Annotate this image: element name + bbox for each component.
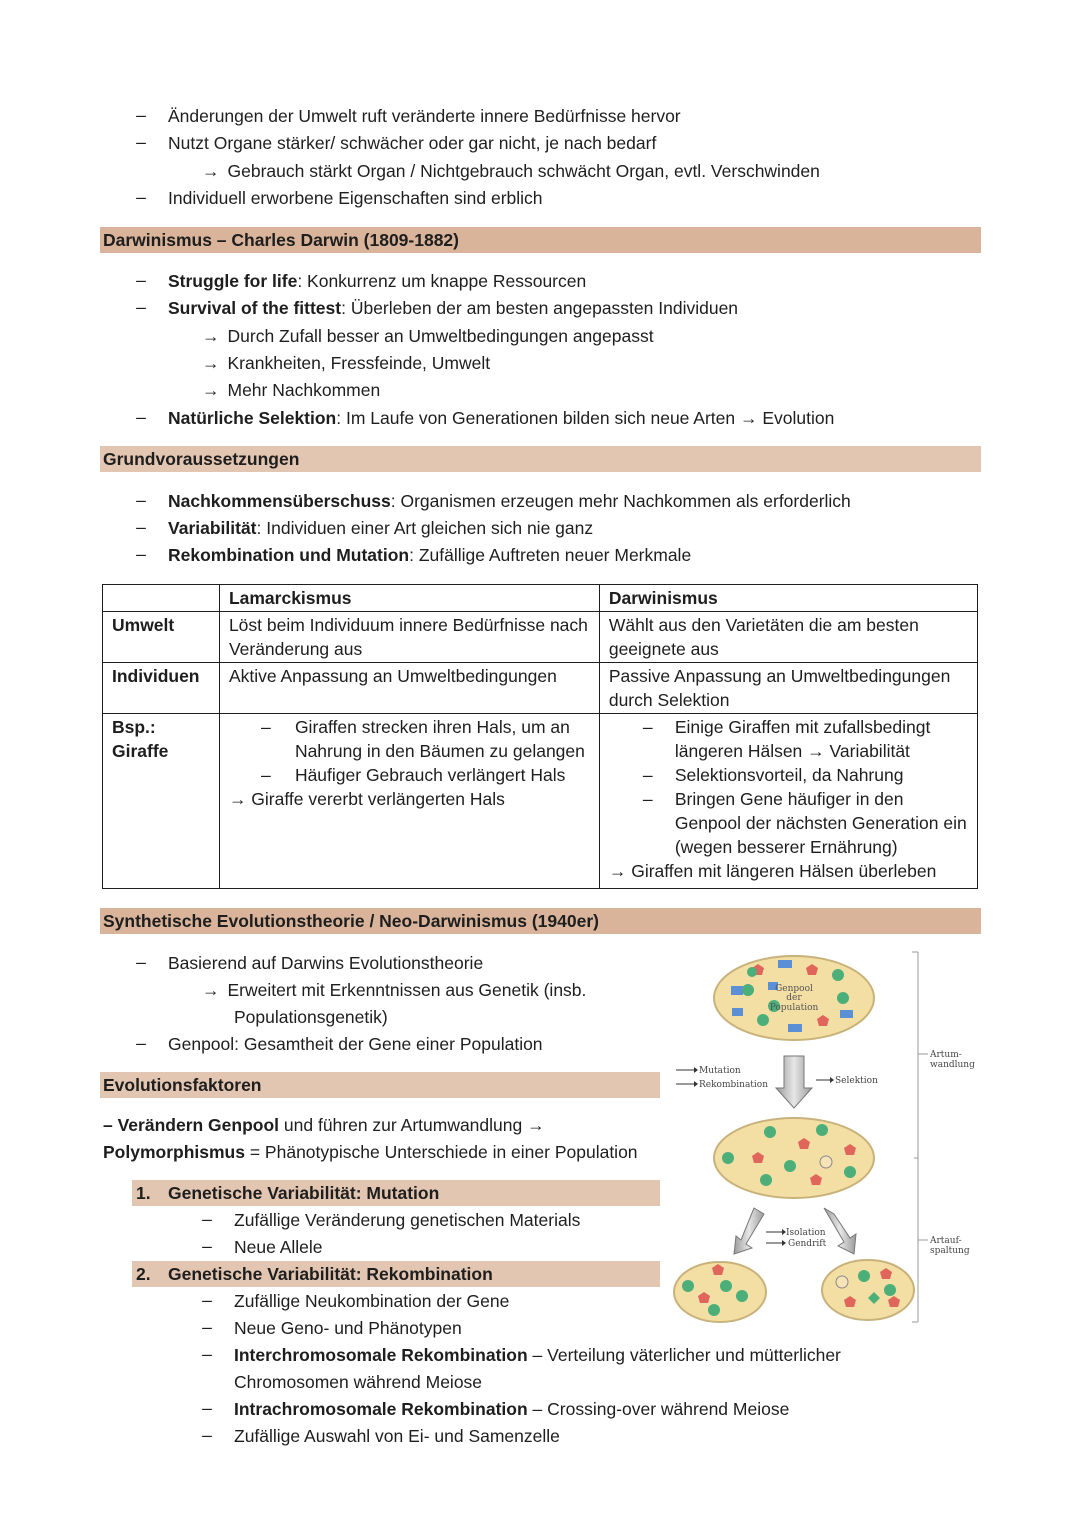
table-row-umwelt	[103, 612, 978, 663]
darwin-arrow-text: Mehr Nachkommen	[227, 380, 381, 400]
table-cell	[599, 714, 977, 889]
dash-bullet: –	[202, 1236, 212, 1256]
list-item	[609, 715, 968, 763]
rekomb-term: Intrachromosomale Rekombination	[234, 1399, 528, 1419]
darwin-desc: : Überleben der am besten angepassten Individuen	[341, 298, 739, 318]
table-cell: Passive Anpassung an Umweltbedingungen durch Selektion	[599, 663, 977, 714]
isolation-label: Isolation	[786, 1228, 826, 1238]
list-item-text: Selektionsvorteil, da Nahrung	[674, 765, 904, 785]
darwin-desc: : Konkurrenz um knappe Ressourcen	[297, 271, 587, 291]
synth-arrow-text: Erweitert mit Erkenntnissen aus Genetik (insb.	[227, 980, 587, 1000]
list-item-text: Giraffen strecken ihren Hals, um an Nahrung in den Bäumen zu gelangen	[294, 717, 585, 761]
top-item-3	[202, 160, 820, 182]
grund-item-2	[168, 517, 593, 539]
artaufspaltung-label-1: Artauf-	[930, 1236, 962, 1246]
table-header-lamarckismus: Lamarckismus	[219, 585, 599, 612]
grund-item-3	[168, 544, 691, 566]
subsection-title: Genetische Variabilität: Mutation	[168, 1183, 440, 1203]
dash-bullet: –	[202, 1209, 212, 1229]
dash-bullet: –	[260, 717, 271, 737]
grund-term: Nachkommensüberschuss	[168, 491, 391, 511]
subsection-number: 1.	[136, 1183, 151, 1203]
darwin-arrow-text: Durch Zufall besser an Umweltbedingungen angepasst	[227, 326, 654, 346]
split-arrow-right-icon	[824, 1208, 856, 1254]
arrow-icon: →	[202, 380, 220, 400]
dash-bullet: –	[202, 1290, 212, 1310]
list-item	[609, 763, 968, 787]
darwin-arrow-text: Krankheiten, Fressfeinde, Umwelt	[227, 353, 491, 373]
dash-bullet: –	[260, 765, 271, 785]
gendrift-label: Gendrift	[788, 1239, 827, 1249]
dash-bullet: –	[136, 952, 146, 972]
table-row-label: Individuen	[103, 663, 220, 714]
grund-desc: : Individuen einer Art gleichen sich nie ganz	[256, 518, 594, 538]
dash-bullet: –	[136, 407, 146, 427]
synth-item-2: Genpool: Gesamtheit der Gene einer Population	[168, 1034, 543, 1054]
top-item-1: Änderungen der Umwelt ruft veränderte innere Bedürfnisse hervor	[168, 106, 681, 126]
grund-term: Variabilität	[168, 518, 257, 538]
top-item-2: Nutzt Organe stärker/ schwächer oder gar nicht, je nach bedarf	[168, 133, 657, 153]
darwin-term: Natürliche Selektion	[168, 408, 337, 428]
dash-bullet: –	[136, 297, 146, 317]
rekomb-item-1: Zufällige Neukombination der Gene	[234, 1291, 510, 1311]
section-header-evolutionsfaktoren: Evolutionsfaktoren	[100, 1072, 660, 1098]
genpool-label-1: Genpool	[775, 984, 813, 994]
section-header-darwinismus: Darwinismus – Charles Darwin (1809-1882)	[100, 227, 981, 253]
arrow-icon: →	[202, 326, 220, 346]
rekomb-item-4	[234, 1398, 789, 1420]
table-row-label-line: Bsp.:	[112, 717, 156, 737]
rekomb-item-3-cont: Chromosomen während Meiose	[234, 1372, 483, 1392]
faktoren-intro	[103, 1114, 545, 1136]
rekomb-item-5: Zufällige Auswahl von Ei- und Samenzelle	[234, 1426, 560, 1446]
grund-item-1	[168, 490, 851, 512]
subsection-header-mutation	[132, 1180, 660, 1206]
polymorphismus-desc: = Phänotypische Unterschiede in einer Population	[244, 1142, 638, 1162]
list-item	[609, 787, 968, 859]
dash-bullet: –	[136, 187, 146, 207]
darwin-item-selektion	[168, 407, 834, 429]
dash-bullet: –	[136, 517, 146, 537]
subsection-title: Genetische Variabilität: Rekombination	[168, 1264, 493, 1284]
dash-bullet: –	[202, 1344, 212, 1364]
subsection-header-rekombination	[132, 1261, 660, 1287]
rekomb-desc: – Verteilung väterlicher und mütterlicher	[527, 1345, 841, 1365]
table-row-label: Umwelt	[103, 612, 220, 663]
dash-bullet: –	[136, 490, 146, 510]
rekomb-item-3	[234, 1344, 841, 1366]
dash-bullet: –	[642, 717, 653, 737]
top-item-3-text: Gebrauch stärkt Organ / Nichtgebrauch schwächt Organ, evtl. Verschwinden	[227, 161, 820, 181]
darwin-term: Struggle for life	[168, 271, 298, 291]
genpool-label-3: Population	[769, 1003, 819, 1013]
table-header-cell	[103, 585, 220, 612]
dash-bullet: –	[136, 544, 146, 564]
dash-bullet: –	[202, 1398, 212, 1418]
rekombination-label: Rekombination	[699, 1080, 769, 1090]
table-row-individuen	[103, 663, 978, 714]
rekomb-item-2: Neue Geno- und Phänotypen	[234, 1318, 462, 1338]
genpool-label-2: der	[786, 993, 802, 1003]
list-item-arrow: → Giraffe vererbt verlängerten Hals	[228, 789, 505, 809]
darwin-item-survival	[168, 297, 738, 319]
dash-bullet: –	[136, 1033, 146, 1053]
mutation-label: Mutation	[699, 1066, 741, 1076]
comparison-table	[102, 584, 978, 889]
arrow-icon: →	[202, 353, 220, 373]
synth-arrow	[202, 979, 586, 1001]
list-item	[229, 763, 590, 787]
grund-term: Rekombination und Mutation	[168, 545, 410, 565]
evolution-diagram	[668, 946, 980, 1326]
list-item-arrow: → Giraffen mit längeren Hälsen überleben	[608, 861, 937, 881]
darwin-arrow-3	[202, 379, 380, 401]
artumwandlung-label-2: wandlung	[930, 1060, 975, 1070]
darwin-desc: : Im Laufe von Generationen bilden sich neue Arten → Evolution	[336, 408, 835, 428]
table-cell: Aktive Anpassung an Umweltbedingungen	[219, 663, 599, 714]
grund-desc: : Zufällige Auftreten neuer Merkmale	[409, 545, 692, 565]
artumwandlung-label-1: Artum-	[930, 1050, 962, 1060]
section-header-synthetische-evolutionstheorie: Synthetische Evolutionstheorie / Neo-Darwinismus (1940er)	[100, 908, 981, 934]
table-header-row	[103, 585, 978, 612]
split-arrow-left-icon	[734, 1208, 764, 1254]
table-cell: Wählt aus den Varietäten die am besten geeignete aus	[599, 612, 977, 663]
arrow-icon: →	[202, 161, 220, 181]
list-item	[229, 715, 590, 763]
dash-bullet: –	[202, 1317, 212, 1337]
selektion-label: Selektion	[835, 1076, 878, 1086]
faktoren-intro-rest: und führen zur Artumwandlung →	[279, 1115, 545, 1135]
table-cell: Löst beim Individuum innere Bedürfnisse nach Veränderung aus	[219, 612, 599, 663]
subsection-number: 2.	[136, 1264, 151, 1284]
rekomb-desc: – Crossing-over während Meiose	[527, 1399, 790, 1419]
table-row-label	[103, 714, 220, 889]
table-header-darwinismus: Darwinismus	[599, 585, 977, 612]
dash-bullet: –	[136, 132, 146, 152]
darwin-term: Survival of the fittest	[168, 298, 342, 318]
list-item-text: Einige Giraffen mit zufallsbedingt längeren Hälsen → Variabilität	[674, 717, 931, 761]
dash-bullet: –	[642, 789, 653, 809]
darwin-arrow-2	[202, 352, 490, 374]
table-row-label-line: Giraffe	[112, 741, 169, 761]
grund-desc: : Organismen erzeugen mehr Nachkommen als erforderlich	[390, 491, 851, 511]
synth-item-1: Basierend auf Darwins Evolutionstheorie	[168, 953, 484, 973]
population-bottom-right	[822, 1260, 914, 1320]
mutation-item-2: Neue Allele	[234, 1237, 323, 1257]
dash-bullet: –	[136, 270, 146, 290]
top-item-4: Individuell erworbene Eigenschaften sind erblich	[168, 188, 543, 208]
list-item-text: Häufiger Gebrauch verlängert Hals	[294, 765, 566, 785]
arrow-icon: →	[202, 980, 220, 1000]
dash-bullet: –	[136, 105, 146, 125]
list-item-text: Bringen Gene häufiger in den Genpool der nächsten Generation ein (wegen besserer Ernährung)	[674, 789, 967, 857]
faktoren-intro-bold: – Verändern Genpool	[103, 1115, 280, 1135]
polymorphismus-term: Polymorphismus	[103, 1142, 245, 1162]
darwin-arrow-1	[202, 325, 654, 347]
rekomb-term: Interchromosomale Rekombination	[234, 1345, 528, 1365]
table-cell	[219, 714, 599, 889]
dash-bullet: –	[202, 1425, 212, 1445]
artaufspaltung-label-2: spaltung	[930, 1246, 970, 1256]
population-middle	[714, 1118, 874, 1198]
synth-arrow-cont: Populationsgenetik)	[234, 1007, 388, 1027]
section-header-grundvoraussetzungen: Grundvoraussetzungen	[100, 446, 981, 472]
darwin-item-struggle	[168, 270, 586, 292]
mutation-item-1: Zufällige Veränderung genetischen Materials	[234, 1210, 581, 1230]
table-row-giraffe	[103, 714, 978, 889]
main-arrow-icon	[776, 1056, 812, 1108]
dash-bullet: –	[642, 765, 653, 785]
faktoren-polymorphismus	[103, 1141, 638, 1163]
